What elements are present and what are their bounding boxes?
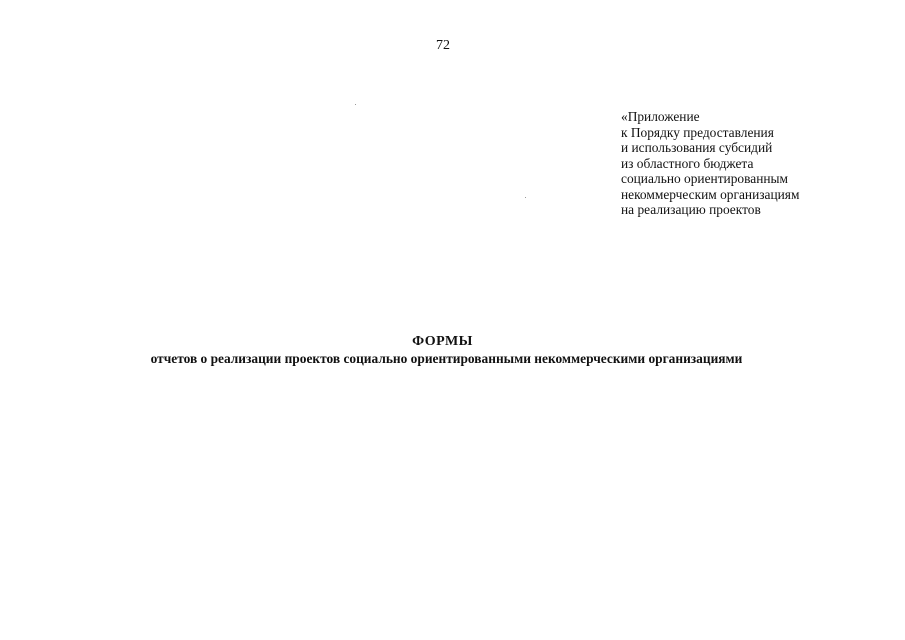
appendix-line: социально ориентированным [621,171,788,186]
appendix-line: некоммерческим организациям [621,186,800,202]
appendix-line: «Приложение [621,109,700,124]
appendix-line: на реализацию проектов [621,202,761,217]
forms-title: ФОРМЫ [412,334,473,349]
page-number: 72 [436,38,450,53]
forms-subtitle: отчетов о реализации проектов социально ориентированными некоммерческими организациями [150,351,743,366]
appendix-line: к Порядку предоставления [621,124,774,140]
forms-heading [0,333,905,367]
appendix-reference [621,109,799,218]
scan-speck [355,104,356,105]
scan-speck [525,197,526,198]
appendix-line: и использования субсидий [621,140,773,155]
appendix-line: из областного бюджета [621,155,754,171]
